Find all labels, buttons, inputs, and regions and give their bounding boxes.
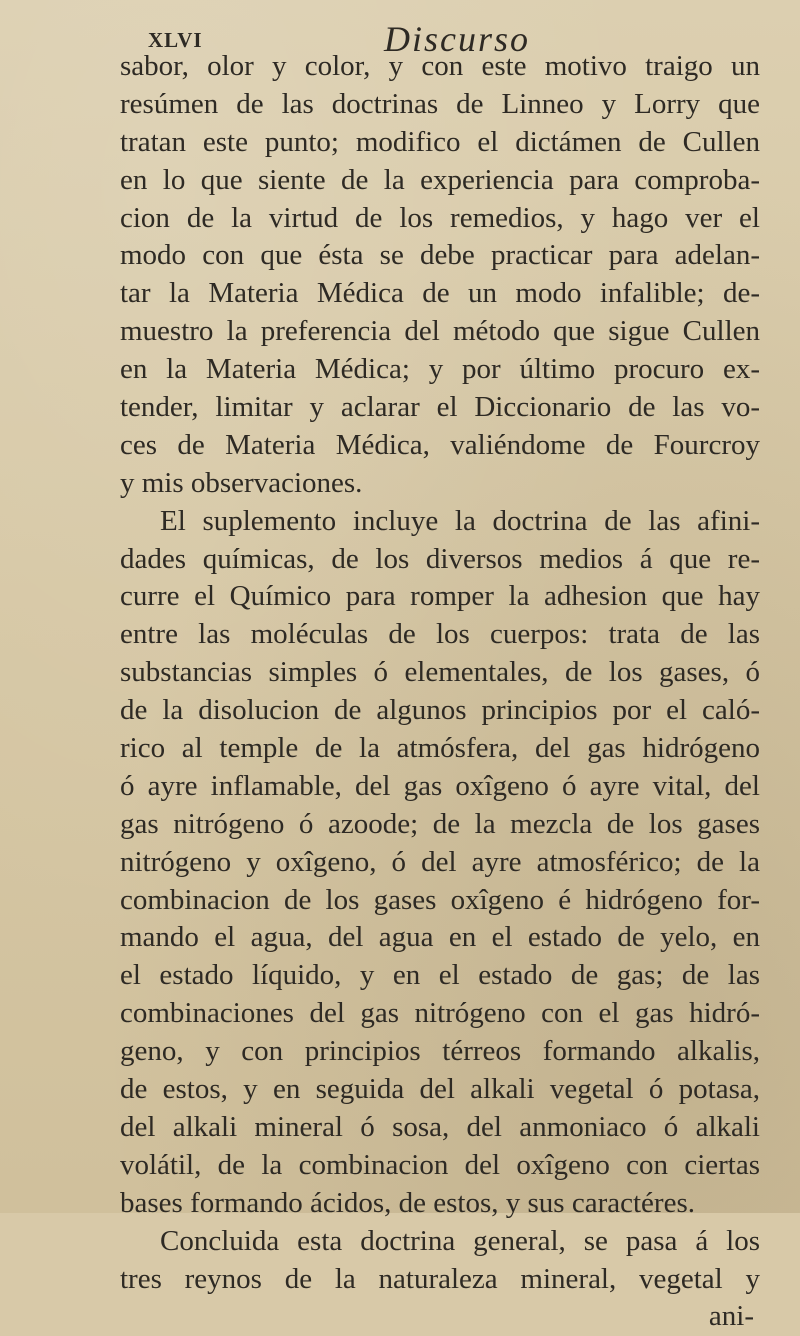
text-line: ó ayre inflamable, del gas oxîgeno ó ayre vital, del <box>120 769 760 802</box>
text-line: entre las moléculas de los cuerpos: trata de las <box>120 618 760 651</box>
text-line: tender, limitar y aclarar el Diccionario de las vo- <box>120 391 760 424</box>
paragraph-end-line: y mis observaciones. <box>120 466 363 499</box>
text-line: volátil, de la combinacion del oxîgeno con ciertas <box>120 1148 760 1181</box>
text-line: modo con que ésta se debe practicar para adelan- <box>120 239 760 272</box>
text-line: geno, y con principios térreos formando alkalis, <box>120 1035 760 1068</box>
text-line: resúmen de las doctrinas de Linneo y Lorry que <box>120 87 760 120</box>
text-line: de la disolucion de algunos principios por el caló- <box>120 694 760 727</box>
text-line: ces de Materia Médica, valiéndome de Fourcroy <box>120 428 760 461</box>
text-line: gas nitrógeno ó azoode; de la mezcla de los gases <box>120 807 760 840</box>
text-line: combinacion de los gases oxîgeno é hidrógeno for- <box>120 883 760 916</box>
text-line: curre el Químico para romper la adhesion que hay <box>120 580 760 613</box>
text-line: en la Materia Médica; y por último procuro ex- <box>120 353 760 386</box>
paragraph-start-line: El suplemento incluye la doctrina de las afini- <box>160 504 760 537</box>
text-line: cion de la virtud de los remedios, y hago ver el <box>120 201 760 234</box>
text-line: mando el agua, del agua en el estado de yelo, en <box>120 921 760 954</box>
body-text <box>120 48 760 1336</box>
text-line: en lo que siente de la experiencia para comproba- <box>120 163 760 196</box>
text-line: rico al temple de la atmósfera, del gas hidrógeno <box>120 732 760 765</box>
text-line: dades químicas, de los diversos medios á que re- <box>120 542 760 575</box>
page-number: XLVI <box>148 28 203 52</box>
text-line: sabor, olor y color, y con este motivo traigo un <box>120 50 760 82</box>
running-head: Discurso <box>384 19 531 59</box>
text-line: del alkali mineral ó sosa, del anmoniaco ó alkali <box>120 1110 760 1143</box>
text-line: muestro la preferencia del método que sigue Cullen <box>120 315 760 348</box>
text-line: tres reynos de la naturaleza mineral, vegetal y <box>120 1262 760 1295</box>
text-line: substancias simples ó elementales, de los gases, ó <box>120 656 760 689</box>
paragraph-end-line: bases formando ácidos, de estos, y sus caractéres. <box>120 1186 695 1219</box>
paragraph-start-line: Concluida esta doctrina general, se pasa á los <box>160 1224 760 1257</box>
catchword: ani- <box>708 1300 754 1333</box>
text-line: combinaciones del gas nitrógeno con el gas hidró- <box>120 997 760 1030</box>
text-line: nitrógeno y oxîgeno, ó del ayre atmosférico; de la <box>120 845 760 878</box>
text-line: tar la Materia Médica de un modo infalible; de- <box>120 277 760 310</box>
text-line: el estado líquido, y en el estado de gas; de las <box>120 959 760 992</box>
text-line: de estos, y en seguida del alkali vegetal ó potasa, <box>120 1073 760 1106</box>
text-line: tratan este punto; modifico el dictámen de Cullen <box>120 125 760 158</box>
